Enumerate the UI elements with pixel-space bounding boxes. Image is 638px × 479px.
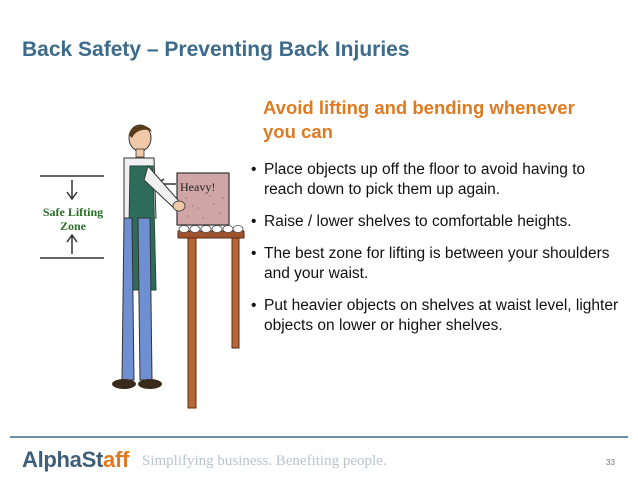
box-label: Heavy! <box>180 180 216 194</box>
slide-title: Back Safety – Preventing Back Injuries <box>22 38 410 61</box>
zone-label-line2: Zone <box>59 219 86 233</box>
safe-lifting-zone-label <box>40 205 106 233</box>
alphastaff-logo <box>22 447 129 473</box>
logo-text-part2: aff <box>103 447 130 472</box>
footer-tagline: Simplifying business. Benefiting people. <box>142 453 387 469</box>
zone-label-line1: Safe Lifting <box>42 205 104 219</box>
bullet-item: • The best zone for lifting is between your shoulders and your waist. <box>249 244 624 284</box>
bullet-item: • Place objects up off the floor to avoid having to reach down to pick them up again. <box>249 160 624 200</box>
footer-divider <box>10 436 628 438</box>
arrow-down-icon <box>67 180 77 199</box>
arrow-up-icon <box>67 235 77 254</box>
worker-figure <box>112 125 185 389</box>
worker-lifting-illustration <box>38 118 248 418</box>
bullet-list <box>249 160 624 348</box>
bullet-item: • Put heavier objects on shelves at waist level, lighter objects on lower or higher shelves. <box>249 296 624 336</box>
logo-text-part1: AlphaSt <box>22 447 104 472</box>
table <box>178 231 244 408</box>
page-number: 33 <box>606 458 615 467</box>
bullet-item: • Raise / lower shelves to comfortable heights. <box>249 212 624 232</box>
slide-subheading: Avoid lifting and bending whenever you can <box>263 97 575 142</box>
